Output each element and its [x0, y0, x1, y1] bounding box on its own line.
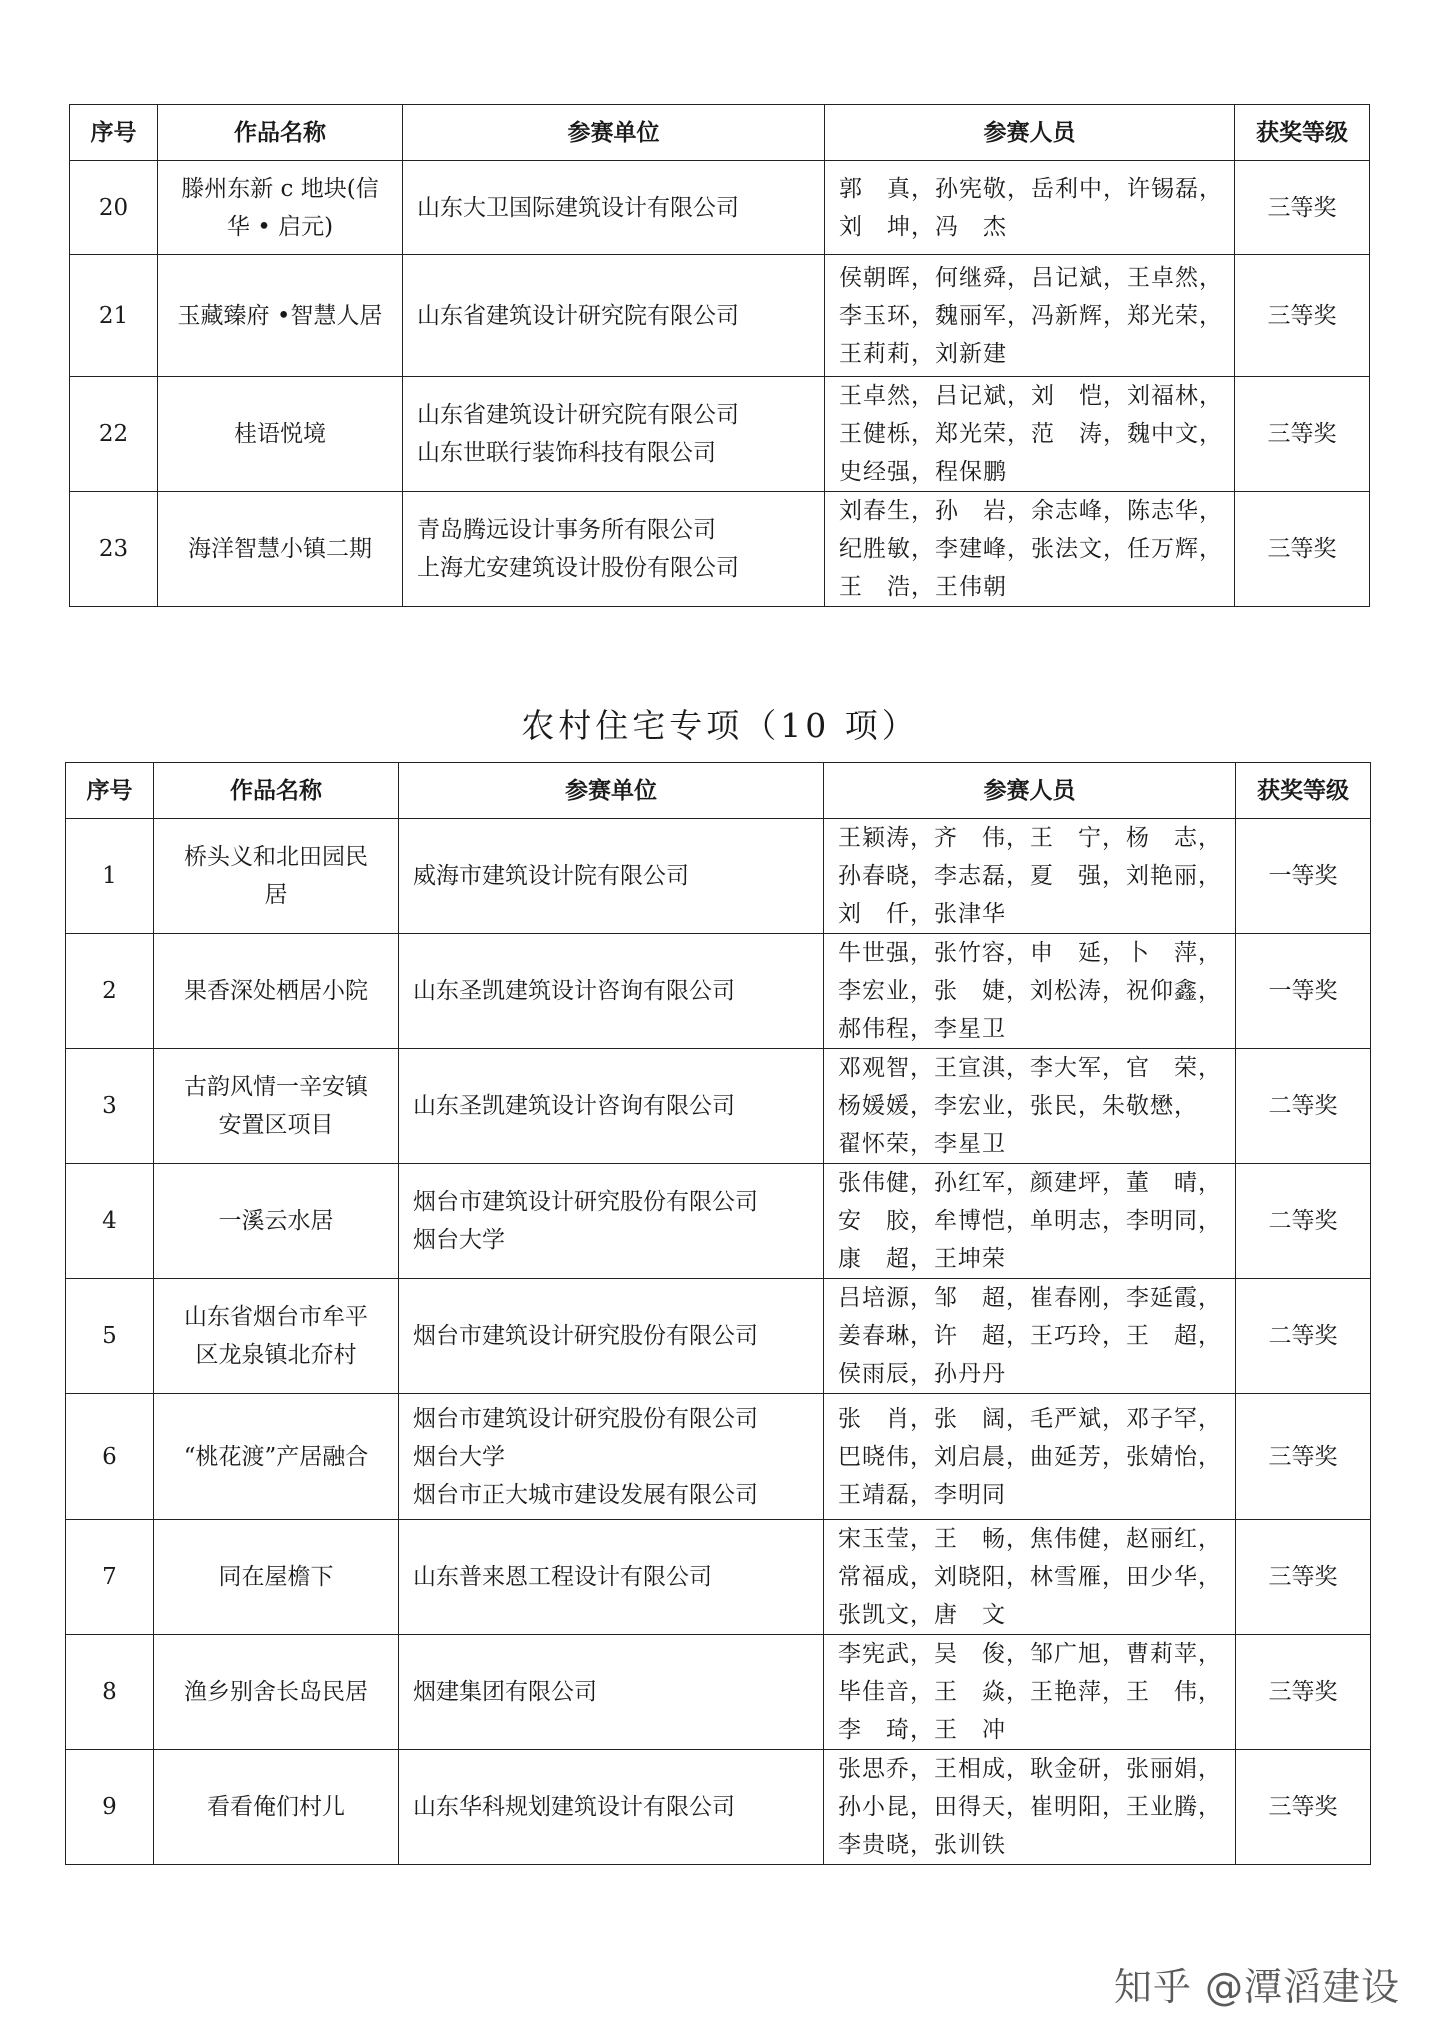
section-title: 农村住宅专项（10 项）: [521, 706, 919, 745]
row-people: 侯朝晖，何继舜，吕记斌，王卓然， 李玉环，魏丽军，冯新辉，郑光荣， 王莉莉，刘新建: [825, 255, 1235, 377]
row-name: 海洋智慧小镇二期: [158, 492, 403, 607]
row-award: 三等奖: [1235, 377, 1370, 492]
row-name: 山东省烟台市牟平 区龙泉镇北夼村: [154, 1279, 399, 1394]
table-row: [70, 161, 1370, 255]
row-unit: 山东圣凯建筑设计咨询有限公司: [399, 934, 824, 1049]
row-people: 刘春生，孙 岩，余志峰，陈志华， 纪胜敏，李建峰，张法文，任万辉， 王 浩，王伟朝: [825, 492, 1235, 607]
row-no: 1: [66, 819, 154, 934]
row-unit: 山东圣凯建筑设计咨询有限公司: [399, 1049, 824, 1164]
table-row: [66, 934, 1371, 1049]
row-unit: 山东大卫国际建筑设计有限公司: [403, 161, 825, 255]
row-unit: 烟台市建筑设计研究股份有限公司: [399, 1279, 824, 1394]
row-people: 吕培源，邹 超，崔春刚，李延霞， 姜春琳，许 超，王巧玲，王 超， 侯雨辰，孙丹丹: [824, 1279, 1236, 1394]
row-award: 三等奖: [1236, 1394, 1371, 1520]
row-name: 渔乡别舍长岛民居: [154, 1635, 399, 1750]
table-row: [66, 819, 1371, 934]
row-award: 三等奖: [1235, 255, 1370, 377]
row-name: 滕州东新 c 地块(信 华 • 启元): [158, 161, 403, 255]
row-no: 5: [66, 1279, 154, 1394]
row-unit: 威海市建筑设计院有限公司: [399, 819, 824, 934]
header-unit: 参赛单位: [399, 763, 824, 819]
row-unit: 山东华科规划建筑设计有限公司: [399, 1750, 824, 1865]
row-no: 23: [70, 492, 158, 607]
row-unit: 青岛腾远设计事务所有限公司 上海尤安建筑设计股份有限公司: [403, 492, 825, 607]
row-people: 王颖涛，齐 伟，王 宁，杨 志， 孙春晓，李志磊，夏 强，刘艳丽， 刘 仟，张津华: [824, 819, 1236, 934]
row-unit: 烟台市建筑设计研究股份有限公司 烟台大学 烟台市正大城市建设发展有限公司: [399, 1394, 824, 1520]
header-name: 作品名称: [154, 763, 399, 819]
table-row: [70, 255, 1370, 377]
row-unit: 山东普来恩工程设计有限公司: [399, 1520, 824, 1635]
row-people: 李宪武，吴 俊，邹广旭，曹莉苹， 毕佳音，王 焱，王艳萍，王 伟， 李 琦，王 冲: [824, 1635, 1236, 1750]
table-row: [66, 1520, 1371, 1635]
row-unit: 山东省建筑设计研究院有限公司: [403, 255, 825, 377]
row-name: 一溪云水居: [154, 1164, 399, 1279]
row-unit: 山东省建筑设计研究院有限公司 山东世联行装饰科技有限公司: [403, 377, 825, 492]
row-people: 张思乔，王相成，耿金研，张丽娟， 孙小昆，田得天，崔明阳，王业腾， 李贵晓，张训铁: [824, 1750, 1236, 1865]
row-name: “桃花渡”产居融合: [154, 1394, 399, 1520]
row-no: 9: [66, 1750, 154, 1865]
row-award: 二等奖: [1236, 1279, 1371, 1394]
header-name: 作品名称: [158, 105, 403, 161]
row-no: 3: [66, 1049, 154, 1164]
table-row: [70, 492, 1370, 607]
row-award: 三等奖: [1236, 1635, 1371, 1750]
row-name: 看看俺们村儿: [154, 1750, 399, 1865]
header-award: 获奖等级: [1235, 105, 1370, 161]
header-no: 序号: [66, 763, 154, 819]
row-unit: 烟建集团有限公司: [399, 1635, 824, 1750]
header-unit: 参赛单位: [403, 105, 825, 161]
zhihu-watermark: 知乎 @潭滔建设: [1113, 1965, 1400, 2009]
row-no: 7: [66, 1520, 154, 1635]
header-no: 序号: [70, 105, 158, 161]
table-row: [66, 1049, 1371, 1164]
table-row: [70, 377, 1370, 492]
row-people: 宋玉莹，王 畅，焦伟健，赵丽红， 常福成，刘晓阳，林雪雁，田少华， 张凯文，唐 文: [824, 1520, 1236, 1635]
awards-table-1: [69, 104, 1370, 607]
table-header-row: [70, 105, 1370, 161]
row-people: 张 肖，张 阔，毛严斌，邓子罕， 巴晓伟，刘启晨，曲延芳，张婧怡， 王靖磊，李明同: [824, 1394, 1236, 1520]
row-people: 牛世强，张竹容，申 延，卜 萍， 李宏业，张 婕，刘松涛，祝仰鑫， 郝伟程，李星卫: [824, 934, 1236, 1049]
row-no: 2: [66, 934, 154, 1049]
row-award: 一等奖: [1236, 819, 1371, 934]
row-people: 郭 真，孙宪敬，岳利中，许锡磊， 刘 坤，冯 杰: [825, 161, 1235, 255]
row-unit: 烟台市建筑设计研究股份有限公司 烟台大学: [399, 1164, 824, 1279]
row-award: 一等奖: [1236, 934, 1371, 1049]
table-row: [66, 1635, 1371, 1750]
row-award: 三等奖: [1236, 1750, 1371, 1865]
row-people: 张伟健，孙红军，颜建坪，董 晴， 安 胶，牟博恺，单明志，李明同， 康 超，王坤荣: [824, 1164, 1236, 1279]
awards-table-2: [65, 762, 1371, 1865]
row-name: 桥头义和北田园民 居: [154, 819, 399, 934]
row-name: 果香深处栖居小院: [154, 934, 399, 1049]
row-no: 22: [70, 377, 158, 492]
row-no: 6: [66, 1394, 154, 1520]
table-row: [66, 1394, 1371, 1520]
row-award: 三等奖: [1235, 161, 1370, 255]
row-name: 同在屋檐下: [154, 1520, 399, 1635]
row-award: 三等奖: [1235, 492, 1370, 607]
row-name: 玉藏臻府 •智慧人居: [158, 255, 403, 377]
table-header-row: [66, 763, 1371, 819]
row-award: 三等奖: [1236, 1520, 1371, 1635]
header-people: 参赛人员: [825, 105, 1235, 161]
row-name: 桂语悦境: [158, 377, 403, 492]
row-people: 邓观智，王宣淇，李大军，官 荣， 杨媛媛，李宏业，张民，朱敬懋， 翟怀荣，李星卫: [824, 1049, 1236, 1164]
row-no: 8: [66, 1635, 154, 1750]
row-name: 古韵风情一辛安镇 安置区项目: [154, 1049, 399, 1164]
row-people: 王卓然，吕记斌，刘 恺，刘福林， 王健栎，郑光荣，范 涛，魏中文， 史经强，程保鹏: [825, 377, 1235, 492]
row-no: 21: [70, 255, 158, 377]
table-row: [66, 1279, 1371, 1394]
row-award: 二等奖: [1236, 1164, 1371, 1279]
row-no: 4: [66, 1164, 154, 1279]
table-row: [66, 1164, 1371, 1279]
row-no: 20: [70, 161, 158, 255]
row-award: 二等奖: [1236, 1049, 1371, 1164]
table-row: [66, 1750, 1371, 1865]
header-people: 参赛人员: [824, 763, 1236, 819]
header-award: 获奖等级: [1236, 763, 1371, 819]
